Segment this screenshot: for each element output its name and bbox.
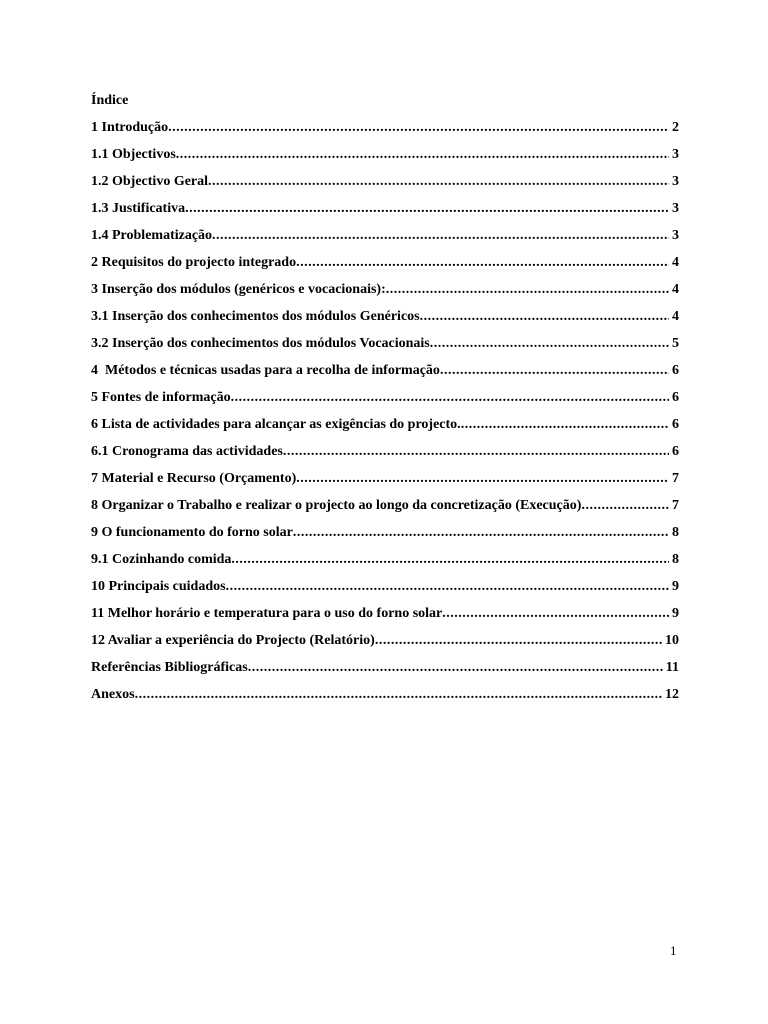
dot-leader (375, 631, 662, 651)
toc-entry[interactable] (91, 631, 679, 658)
dot-leader (283, 442, 669, 462)
toc-entry-page: 6 (672, 363, 679, 378)
toc-entry[interactable] (91, 442, 679, 469)
toc-entry[interactable] (91, 253, 679, 280)
toc-entry-label: 1.4 Problematização (91, 228, 213, 243)
dot-leader (168, 118, 669, 138)
page-number: 1 (670, 943, 677, 958)
toc-entry-page: 7 (672, 498, 679, 513)
dot-leader (231, 388, 669, 408)
toc-entry-label: 9.1 Cozinhando comida (91, 552, 232, 567)
toc-entry-label: 3 Inserção dos módulos (genéricos e vocacionais): (91, 282, 386, 297)
toc-entry-page: 9 (672, 579, 679, 594)
toc-entry[interactable] (91, 199, 679, 226)
toc-entry-label: 3.2 Inserção dos conhecimentos dos módulos Vocacionais (91, 336, 430, 351)
toc-entry-page: 4 (672, 282, 679, 297)
toc-entry-page: 3 (672, 147, 679, 162)
toc-entry[interactable] (91, 118, 679, 145)
dot-leader (135, 685, 662, 705)
dot-leader (212, 226, 669, 246)
toc-entry[interactable] (91, 550, 679, 577)
toc-entry-page: 8 (672, 552, 679, 567)
toc-entry-label: 1.2 Objectivo Geral (91, 174, 209, 189)
toc-entry-label: 4 Métodos e técnicas usadas para a recolha de informação (91, 363, 440, 378)
toc-entry-label: 9 O funcionamento do forno solar (91, 525, 293, 540)
toc-entry-label: 11 Melhor horário e temperatura para o uso do forno solar (91, 606, 443, 621)
toc-entry[interactable] (91, 469, 679, 496)
toc-entry[interactable] (91, 226, 679, 253)
dot-leader (293, 523, 669, 543)
dot-leader (176, 145, 669, 165)
toc-entry-label: 10 Principais cuidados (91, 579, 226, 594)
toc-entry[interactable] (91, 145, 679, 172)
toc-entry[interactable] (91, 388, 679, 415)
table-of-contents (91, 118, 679, 712)
toc-entry-page: 8 (672, 525, 679, 540)
dot-leader (581, 496, 669, 516)
toc-entry-label: 8 Organizar o Trabalho e realizar o projecto ao longo da concretização (Execução) (91, 498, 582, 513)
toc-entry[interactable] (91, 361, 679, 388)
dot-leader (386, 280, 669, 300)
toc-entry-label: Anexos (91, 687, 135, 702)
toc-entry-label: 12 Avaliar a experiência do Projecto (Relatório) (91, 633, 375, 648)
toc-entry-label: 6.1 Cronograma das actividades (91, 444, 283, 459)
toc-entry[interactable] (91, 334, 679, 361)
toc-entry-label: 7 Material e Recurso (Orçamento) (91, 471, 297, 486)
dot-leader (461, 415, 669, 435)
toc-entry[interactable] (91, 523, 679, 550)
dot-leader (296, 469, 669, 489)
toc-entry[interactable] (91, 658, 679, 685)
toc-entry-page: 7 (672, 471, 679, 486)
toc-entry[interactable] (91, 577, 679, 604)
toc-entry-page: 5 (672, 336, 679, 351)
toc-entry-page: 3 (672, 201, 679, 216)
toc-entry-label: 1 Introdução (91, 120, 169, 135)
toc-entry-label: Referências Bibliográficas (91, 660, 248, 675)
toc-entry-label: 1.1 Objectivos (91, 147, 176, 162)
toc-entry-label: 2 Requisitos do projecto integrado (91, 255, 297, 270)
dot-leader (231, 550, 669, 570)
toc-entry-page: 9 (672, 606, 679, 621)
toc-entry[interactable] (91, 172, 679, 199)
toc-entry-page: 11 (665, 660, 679, 675)
toc-entry[interactable] (91, 307, 679, 334)
toc-entry[interactable] (91, 685, 679, 712)
toc-title: Índice (91, 93, 129, 108)
toc-entry-page: 6 (672, 390, 679, 405)
toc-entry-page: 12 (665, 687, 679, 702)
toc-entry-label: 3.1 Inserção dos conhecimentos dos módulos Genéricos (91, 309, 420, 324)
dot-leader (420, 307, 669, 327)
toc-entry[interactable] (91, 415, 679, 442)
dot-leader (226, 577, 669, 597)
toc-entry-page: 3 (672, 228, 679, 243)
toc-entry-page: 3 (672, 174, 679, 189)
toc-entry-page: 6 (672, 444, 679, 459)
dot-leader (185, 199, 669, 219)
toc-entry-page: 10 (665, 633, 679, 648)
toc-entry[interactable] (91, 604, 679, 631)
dot-leader (208, 172, 669, 192)
toc-entry-page: 4 (672, 255, 679, 270)
toc-entry-label: 5 Fontes de informação (91, 390, 231, 405)
toc-entry[interactable] (91, 496, 679, 523)
toc-entry-label: 6 Lista de actividades para alcançar as exigências do projecto. (91, 417, 461, 432)
toc-entry-page: 6 (672, 417, 679, 432)
dot-leader (248, 658, 663, 678)
dot-leader (296, 253, 669, 273)
toc-entry-page: 4 (672, 309, 679, 324)
dot-leader (442, 604, 669, 624)
toc-entry-label: 1.3 Justificativa (91, 201, 186, 216)
dot-leader (440, 361, 669, 381)
dot-leader (430, 334, 669, 354)
toc-entry-page: 2 (672, 120, 679, 135)
toc-entry[interactable] (91, 280, 679, 307)
